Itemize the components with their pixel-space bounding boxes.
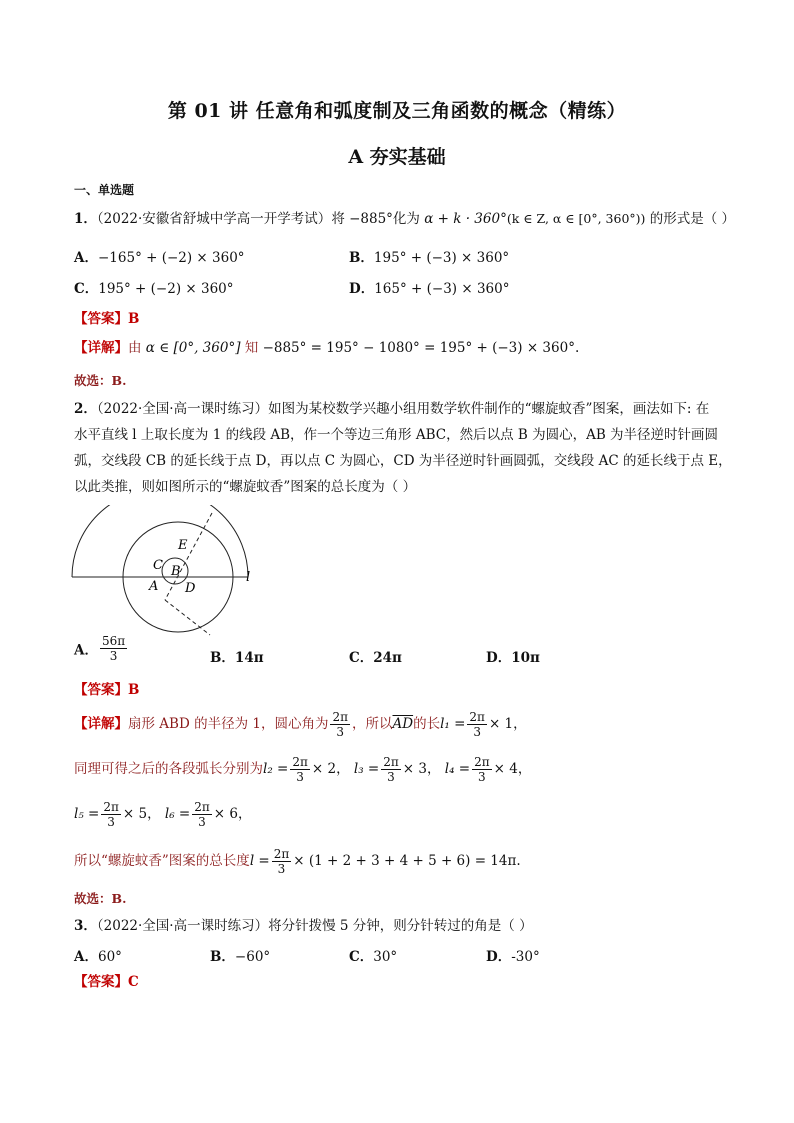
q1-option-b: B．195° + (−3) × 360° [349,250,510,266]
q2-stem-line3: 弧，交线段 CB 的延长线于点 D，再以点 C 为圆心，CD 为半径逆时针画圆弧，交线段 AC 的延长线于点 E， [74,453,732,469]
q3-answer: 【答案】C [74,974,139,990]
q1-number: 1． [74,211,97,227]
q2-option-d: D．10π [486,650,540,666]
q2-detail-line2: 同理可得之后的各段弧长分别为l₂ = $\frac{2\pi}{3}$ × 2， l₃ = $\frac{2\pi}{3}$ × 3， l₄ = $\frac{2\pi}{3}$ × 4， [74,755,532,784]
q2-stem-line2: 水平直线 l 上取长度为 1 的线段 AB，作一个等边三角形 ABC，然后以点 B 为圆心，AB 为半径逆时针画圆 [74,427,719,443]
label-a: A [149,579,159,594]
q1-option-a: A．−165° + (−2) × 360° [74,250,245,266]
q3-answer-value: C [128,974,139,990]
q1-detail: 【详解】由 α ∈ [0°, 360°] 知 −885° = 195° − 1080° = 195° + (−3) × 360°. [74,340,580,356]
q2-stem-line1: 2．（2022·全国·高一课时练习）如图为某校数学兴趣小组用数学软件制作的“螺旋蚊香”图案，画法如下: 在 [74,401,710,417]
q2-detail-line1: 【详解】扇形 ABD 的半径为 1，圆心角为 $\frac{2\pi}{3}$ ，所以$\overline{AD}$的长l₁ = $\frac{2\pi}{3}$ × 1， [74,710,527,739]
q1-option-c: C．195° + (−2) × 360° [74,281,234,297]
q1-stem [74,210,735,228]
q2-option-c: C．24π [349,650,402,666]
label-e: E [178,538,188,553]
q2-detail-line4: 所以“螺旋蚊香”图案的总长度l = $\frac{2\pi}{3}$ × (1 + 2 + 3 + 4 + 5 + 6) = 14π. [74,847,521,876]
q1-stem-c: (k ∈ Z, α ∈ [0°, 360°)) [506,211,646,226]
q3-stem: 3．（2022·全国·高一课时练习）将分针拨慢 5 分钟，则分针转过的角是（ ） [74,918,533,934]
q3-option-c: C．30° [349,949,398,965]
spiral-figure [70,505,270,645]
section-subtitle: A 夯实基础 [348,146,446,168]
q2-answer-value: B [128,682,140,698]
q1-answer-value: B [128,311,140,327]
q1-stem-b: α + k · 360° [424,211,507,227]
q3-number: 3． [74,918,97,934]
q2-conclusion: 故选：B. [74,891,127,906]
q3-option-d: D．-30° [486,949,540,965]
q2-answer: 【答案】B [74,682,140,698]
page-title: 第 01 讲 任意角和弧度制及三角函数的概念（精练） [167,100,627,122]
q2-number: 2． [74,401,97,417]
label-b: B [171,564,181,579]
q2-option-a: A． $\frac{56\pi}{3}$ [74,634,126,663]
q1-stem-a: 将 −885°化为 [331,211,425,227]
q1-option-d: D．165° + (−3) × 360° [349,281,510,297]
label-l: l [246,570,251,585]
label-d: D [185,581,196,596]
q1-conclusion: 故选：B. [74,373,127,388]
section-heading: 一、单选题 [74,183,135,197]
label-c: C [153,558,163,573]
q2-option-b: B．14π [210,650,264,666]
q3-option-a: A．60° [74,949,122,965]
q2-stem-line4: 以此类推，则如图所示的“螺旋蚊香”图案的总长度为（ ） [74,479,417,495]
q2-source: （2022·全国·高一课时练习） [96,401,269,417]
q1-source: （2022·安徽省舒城中学高一开学考试） [96,211,332,227]
q2-detail-line3: l₅ = $\frac{2\pi}{3}$ × 5， l₆ = $\frac{2\pi}{3}$ × 6， [74,800,252,829]
q1-stem-d: 的形式是（ ） [645,211,736,227]
q3-source: （2022·全国·高一课时练习） [96,918,269,934]
q1-answer: 【答案】B [74,311,140,327]
q3-option-b: B．−60° [210,949,271,965]
